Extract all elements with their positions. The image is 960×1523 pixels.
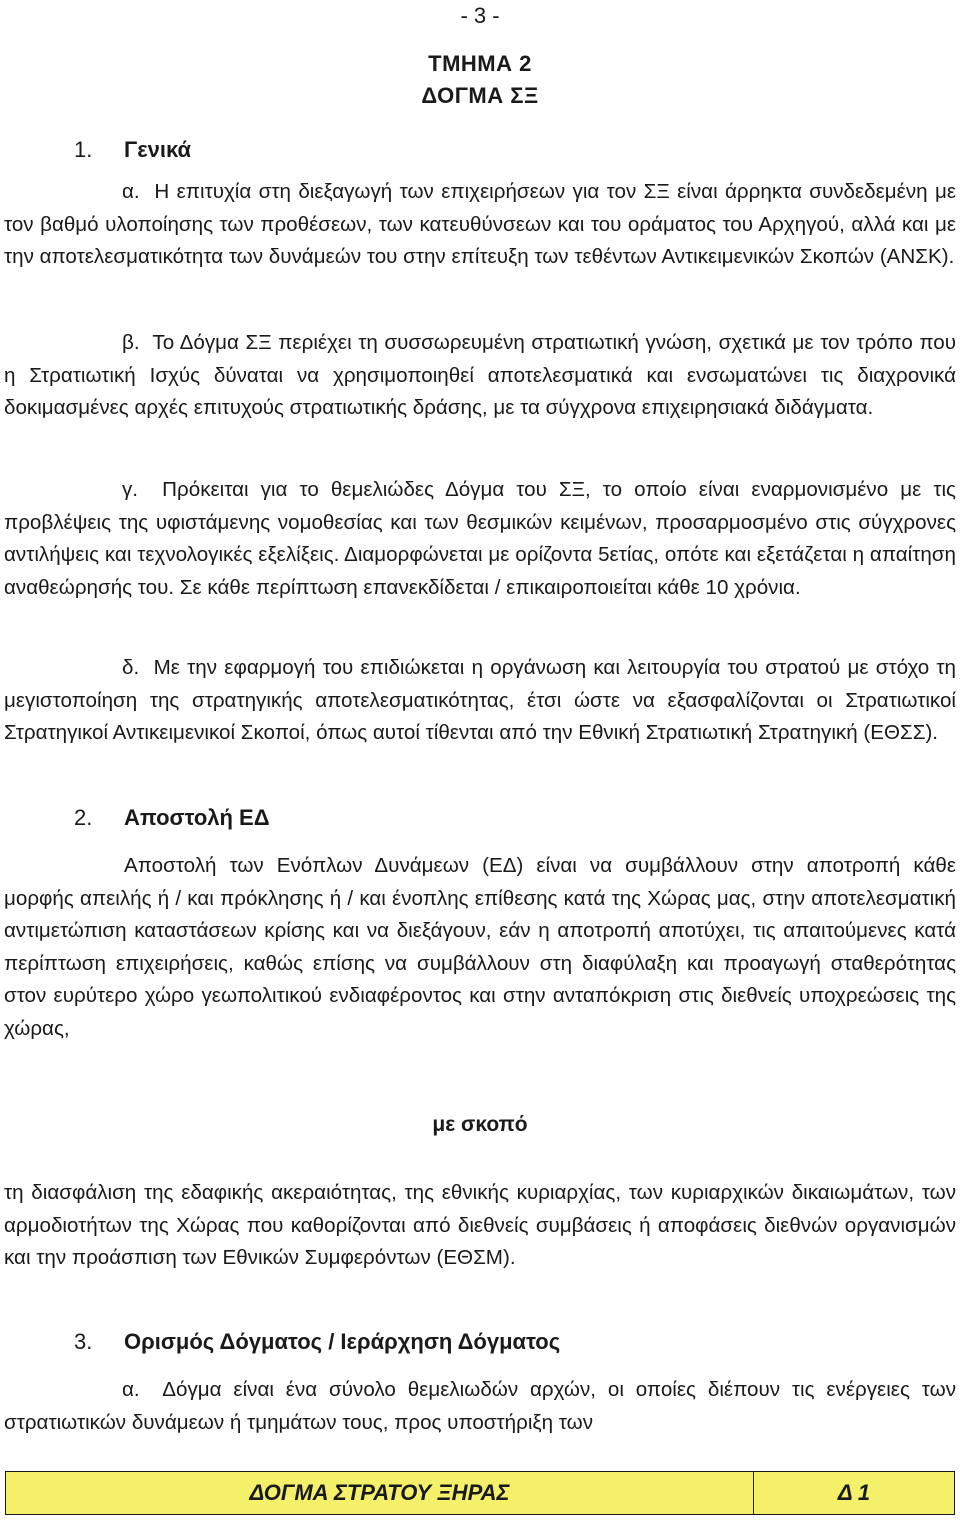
heading-text: Αποστολή ΕΔ [124, 805, 270, 830]
heading-general [74, 136, 191, 164]
heading-number: 2. [74, 805, 93, 830]
paragraph-label: β. [122, 331, 140, 354]
paragraph-a [4, 176, 956, 274]
heading-number: 1. [74, 137, 93, 162]
heading-text: Γενικά [124, 137, 192, 162]
paragraph-text: Δόγμα είναι ένα σύνολο θεμελιωδών αρχών, οι οποίες διέπουν τις ενέργειες των στρατιωτικών δυνάμεων ή τμημάτων τους, προς υποστήριξη των [4, 1378, 956, 1434]
paragraph-label: α. [122, 1378, 140, 1401]
heading-doctrine-definition [74, 1328, 560, 1356]
purpose-heading: με σκοπό [432, 1113, 528, 1136]
paragraph-d [4, 652, 956, 750]
paragraph-label: α. [122, 180, 140, 203]
section-title-line2: ΔΟΓΜΑ ΣΞ [421, 83, 539, 108]
paragraph-label: δ. [122, 656, 140, 679]
paragraph-text: Με την εφαρμογή του επιδιώκεται η οργάνωση και λειτουργία του στρατού με στόχο τη μεγιστοποίηση της στρατηγικής αποτελεσματικότητας, έτσι ώστε να εξασφαλίζονται οι Στρατιωτικοί Στρατηγικοί Αντικειμενικοί Σκοποί, όπως αυτοί τίθενται από την Εθνική Στρατιωτική Στρατηγική (ΕΘΣΣ). [4, 656, 956, 744]
heading-mission [74, 804, 270, 832]
paragraph-label: γ. [122, 478, 139, 501]
section-title-line1: ΤΜΗΜΑ 2 [428, 51, 532, 76]
paragraph-text: Το Δόγμα ΣΞ περιέχει τη συσσωρευμένη στρατιωτική γνώση, σχετικά με τον τρόπο που η Στρατιωτική Ισχύς δύναται να χρησιμοποιηθεί αποτελεσματικά και ενσωματώνει τις διαχρονικά δοκιμασμένες αρχές επιτυχούς στρατιωτικής δράσης, με τα σύγχρονα επιχειρησιακά διδάγματα. [4, 331, 956, 419]
page-number: - 3 - [460, 3, 500, 28]
mission-text: Αποστολή των Ενόπλων Δυνάμεων (ΕΔ) είναι να συμβάλλουν στην αποτροπή κάθε μορφής απειλής ή / και πρόκλησης ή / και ένοπλης επίθεσης κατά της Χώρας μας, στην αποτελεσματική αντιμετώπιση καταστάσεων κρίσης και να διεξάγουν, εάν η αποτροπή αποτύχει, τις απαιτούμενες κατά περίπτωση επιχειρήσεις, καθώς επίσης να συμβάλλουν στη διαφύλαξη και προαγωγή σταθερότητας στον ευρύτερο χώρο γεωπολιτικού ενδιαφέροντος και στην ανταπόκριση στις διεθνείς υποχρεώσεις της χώρας, [4, 854, 956, 1040]
heading-text: Ορισμός Δόγματος / Ιεράρχηση Δόγματος [124, 1329, 561, 1354]
paragraph-text: Η επιτυχία στη διεξαγωγή των επιχειρήσεων για τον ΣΞ είναι άρρηκτα συνδεδεμένη με τον βαθμό υλοποίησης των προθέσεων, των κατευθύνσεων και του οράματος του Αρχηγού, αλλά και με την αποτελεσματικότητα των δυνάμεών του στην επίτευξη των τεθέντων Αντικειμενικών Σκοπών (ΑΝΣΚ). [4, 180, 956, 268]
mission-paragraph [4, 850, 956, 1045]
heading-number: 3. [74, 1329, 93, 1354]
page-footer [5, 1471, 955, 1515]
footer-doc-title: ΔΟΓΜΑ ΣΤΡΑΤΟΥ ΞΗΡΑΣ [6, 1472, 754, 1514]
paragraph-text: Πρόκειται για το θεμελιώδες Δόγμα του ΣΞ, το οποίο είναι εναρμονισμένο με τις προβλέψεις της υφιστάμενης νομοθεσίας και των θεσμικών κειμένων, προσαρμοσμένο στις σύγχρονες αντιλήψεις και τεχνολογικές εξελίξεις. Διαμορφώνεται με ορίζοντα 5ετίας, οπότε και εξετάζεται η απαίτηση αναθεώρησής του. Σε κάθε περίπτωση επανεκδίδεται / επικαιροποιείται κάθε 10 χρόνια. [4, 478, 956, 599]
footer-doc-code: Δ 1 [837, 1480, 871, 1505]
purpose-paragraph: τη διασφάλιση της εδαφικής ακεραιότητας, της εθνικής κυριαρχίας, των κυριαρχικών δικαιωμάτων, των αρμοδιοτήτων της Χώρας που καθορίζονται από διεθνείς συμβάσεις ή αποφάσεις διεθνών οργανισμών και την προάσπιση των Εθνικών Συμφερόντων (ΕΘΣΜ). [4, 1181, 956, 1269]
paragraph-b [4, 327, 956, 425]
paragraph-3a [4, 1374, 956, 1439]
paragraph-c [4, 474, 956, 604]
